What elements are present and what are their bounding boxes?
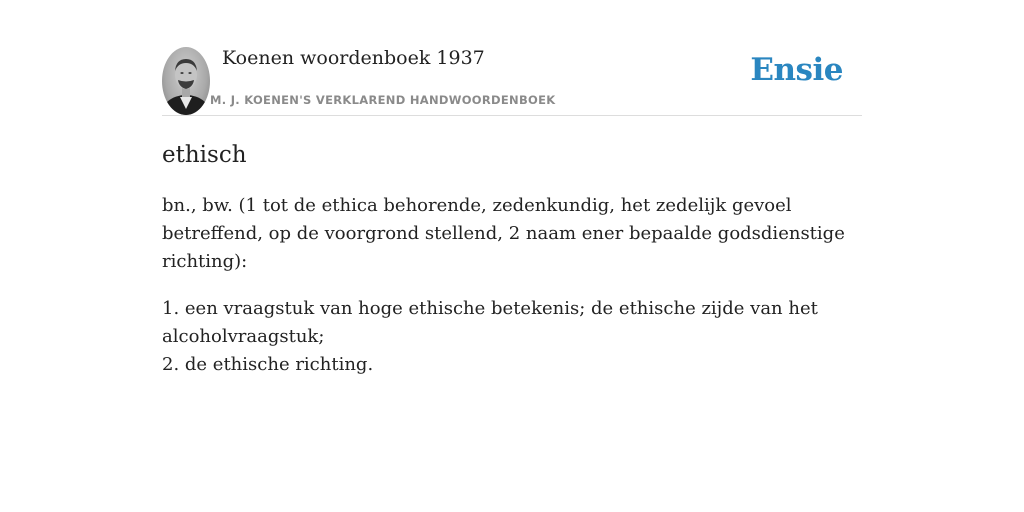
author-portrait-icon	[162, 47, 210, 115]
page-container	[162, 46, 862, 379]
book-subtitle: M. J. KOENEN'S VERKLAREND HANDWOORDENBOEK	[210, 93, 556, 107]
book-title: Koenen woordenboek 1937	[222, 47, 485, 69]
example-item: 1. een vraagstuk van hoge ethische betekenis; de ethische zijde van het alcoholvraagstuk;	[162, 298, 818, 347]
examples-list	[162, 295, 862, 379]
headword: ethisch	[162, 142, 247, 168]
definition-text: bn., bw. (1 tot de ethica behorende, zedenkundig, het zedelijk gevoel betreffend, op de voorgrond stellend, 2 naam ener bepaalde godsdienstige richting):	[162, 195, 845, 272]
header	[162, 46, 862, 116]
example-item: 2. de ethische richting.	[162, 354, 374, 375]
brand-logo-link[interactable]: Ensie	[750, 52, 843, 88]
